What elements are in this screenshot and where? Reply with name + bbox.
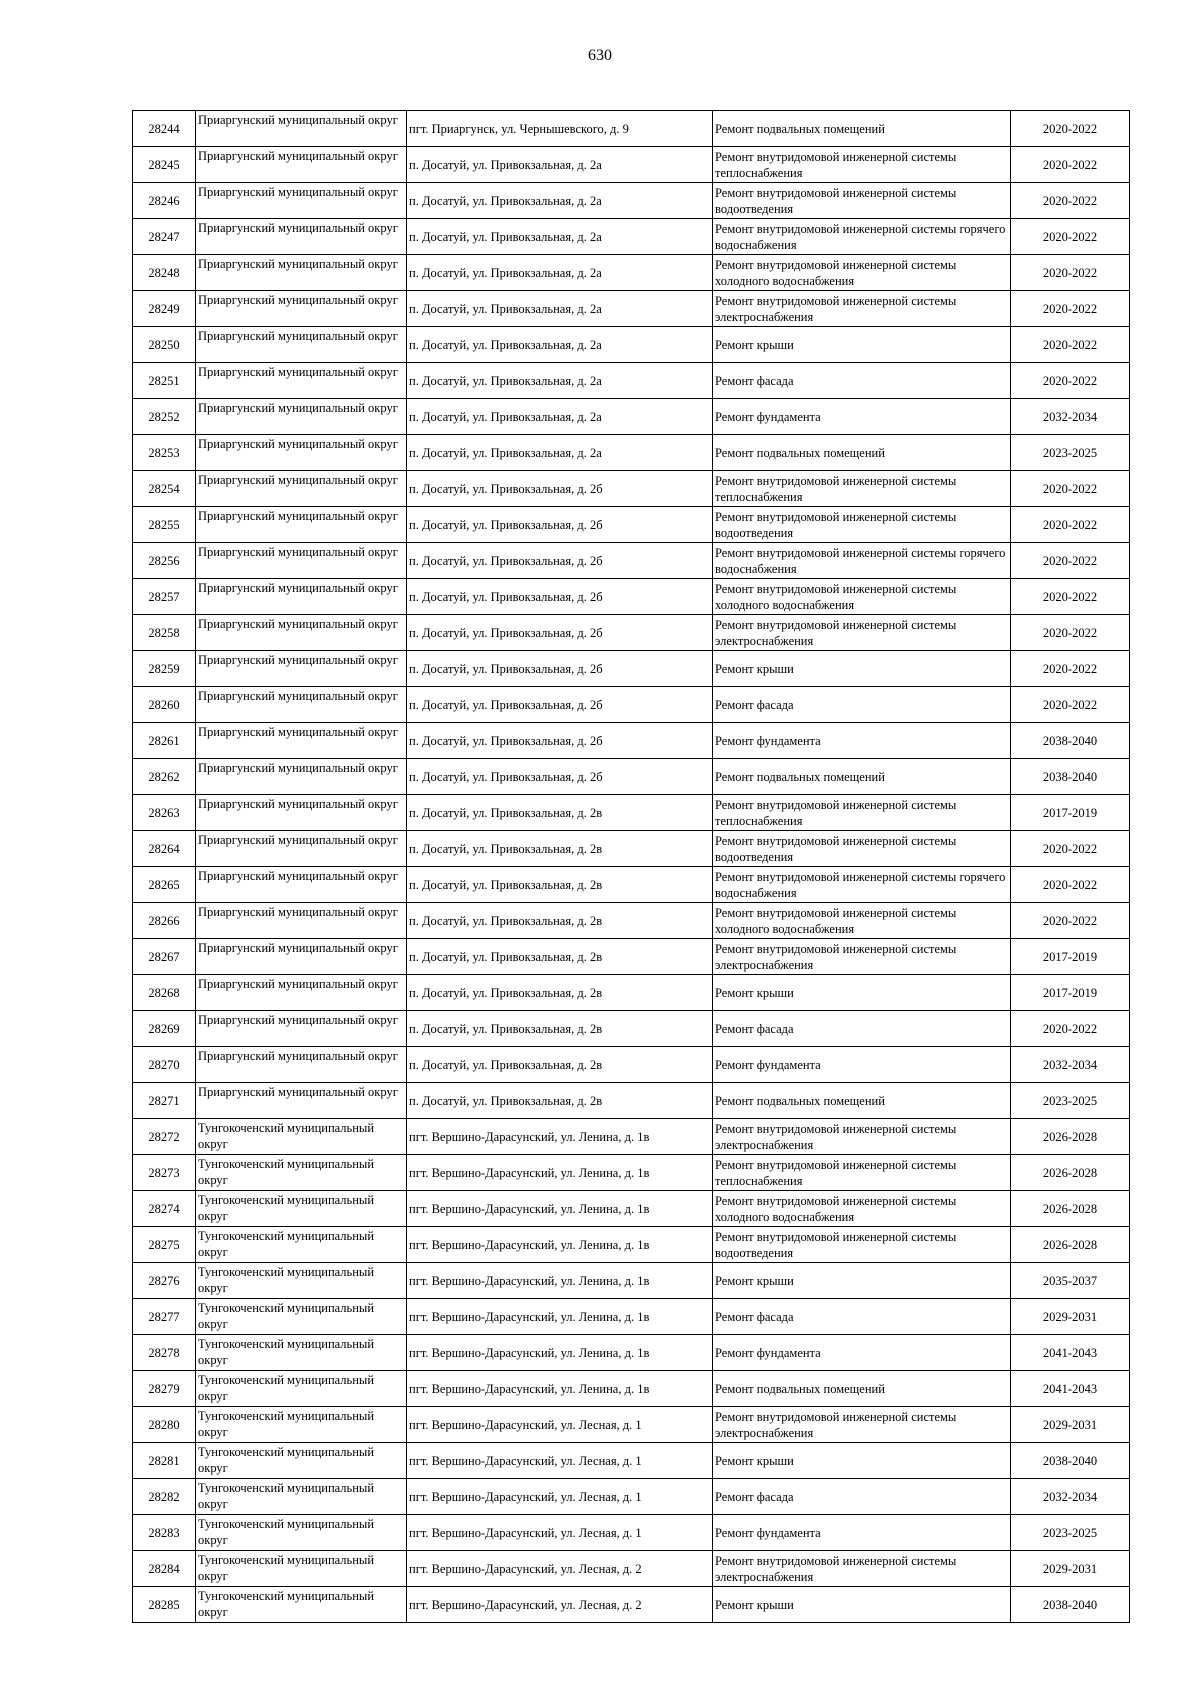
municipality-cell: Приаргунский муниципальный округ [196, 111, 407, 147]
address-cell: п. Досатуй, ул. Привокзальная, д. 2а [407, 255, 713, 291]
row-number-cell: 28277 [133, 1299, 196, 1335]
municipality-cell: Приаргунский муниципальный округ [196, 507, 407, 543]
period-cell: 2020-2022 [1011, 147, 1130, 183]
period-cell: 2038-2040 [1011, 723, 1130, 759]
address-cell: пгт. Вершино-Дарасунский, ул. Ленина, д. 1в [407, 1227, 713, 1263]
table-row [133, 1587, 1130, 1623]
municipality-cell: Тунгокоченский муниципальный округ [196, 1299, 407, 1335]
table-row [133, 543, 1130, 579]
work-type-cell: Ремонт фасада [713, 1479, 1011, 1515]
row-number-cell: 28271 [133, 1083, 196, 1119]
row-number-cell: 28283 [133, 1515, 196, 1551]
table-row [133, 219, 1130, 255]
work-type-cell: Ремонт подвальных помещений [713, 759, 1011, 795]
municipality-cell: Приаргунский муниципальный округ [196, 831, 407, 867]
address-cell: п. Досатуй, ул. Привокзальная, д. 2б [407, 651, 713, 687]
period-cell: 2020-2022 [1011, 327, 1130, 363]
work-type-cell: Ремонт внутридомовой инженерной системы теплоснабжения [713, 471, 1011, 507]
table-row [133, 1443, 1130, 1479]
address-cell: п. Досатуй, ул. Привокзальная, д. 2б [407, 507, 713, 543]
address-cell: п. Досатуй, ул. Привокзальная, д. 2а [407, 399, 713, 435]
period-cell: 2026-2028 [1011, 1119, 1130, 1155]
period-cell: 2020-2022 [1011, 831, 1130, 867]
table-row [133, 975, 1130, 1011]
period-cell: 2020-2022 [1011, 291, 1130, 327]
period-cell: 2017-2019 [1011, 795, 1130, 831]
row-number-cell: 28256 [133, 543, 196, 579]
row-number-cell: 28252 [133, 399, 196, 435]
work-type-cell: Ремонт внутридомовой инженерной системы холодного водоснабжения [713, 255, 1011, 291]
table-row [133, 1299, 1130, 1335]
table-row [133, 795, 1130, 831]
municipality-cell: Тунгокоченский муниципальный округ [196, 1155, 407, 1191]
row-number-cell: 28270 [133, 1047, 196, 1083]
row-number-cell: 28272 [133, 1119, 196, 1155]
work-type-cell: Ремонт фасада [713, 1299, 1011, 1335]
work-type-cell: Ремонт подвальных помещений [713, 111, 1011, 147]
work-type-cell: Ремонт внутридомовой инженерной системы теплоснабжения [713, 147, 1011, 183]
work-type-cell: Ремонт подвальных помещений [713, 1083, 1011, 1119]
work-type-cell: Ремонт внутридомовой инженерной системы электроснабжения [713, 291, 1011, 327]
municipality-cell: Приаргунский муниципальный округ [196, 327, 407, 363]
address-cell: п. Досатуй, ул. Привокзальная, д. 2а [407, 327, 713, 363]
municipality-cell: Приаргунский муниципальный округ [196, 975, 407, 1011]
period-cell: 2020-2022 [1011, 111, 1130, 147]
municipality-cell: Приаргунский муниципальный округ [196, 1047, 407, 1083]
row-number-cell: 28257 [133, 579, 196, 615]
address-cell: пгт. Вершино-Дарасунский, ул. Лесная, д. 2 [407, 1587, 713, 1623]
address-cell: пгт. Вершино-Дарасунский, ул. Лесная, д. 1 [407, 1515, 713, 1551]
row-number-cell: 28269 [133, 1011, 196, 1047]
row-number-cell: 28253 [133, 435, 196, 471]
row-number-cell: 28244 [133, 111, 196, 147]
row-number-cell: 28249 [133, 291, 196, 327]
municipality-cell: Приаргунский муниципальный округ [196, 687, 407, 723]
address-cell: п. Досатуй, ул. Привокзальная, д. 2в [407, 831, 713, 867]
address-cell: п. Досатуй, ул. Привокзальная, д. 2а [407, 147, 713, 183]
table-row [133, 831, 1130, 867]
row-number-cell: 28278 [133, 1335, 196, 1371]
table-row [133, 399, 1130, 435]
table-row [133, 723, 1130, 759]
table-row [133, 255, 1130, 291]
municipality-cell: Тунгокоченский муниципальный округ [196, 1551, 407, 1587]
table-row [133, 1155, 1130, 1191]
table-row [133, 759, 1130, 795]
work-type-cell: Ремонт внутридомовой инженерной системы горячего водоснабжения [713, 867, 1011, 903]
table-row [133, 507, 1130, 543]
table-row [133, 1047, 1130, 1083]
work-type-cell: Ремонт фасада [713, 687, 1011, 723]
address-cell: пгт. Вершино-Дарасунский, ул. Ленина, д. 1в [407, 1335, 713, 1371]
address-cell: п. Досатуй, ул. Привокзальная, д. 2в [407, 795, 713, 831]
municipality-cell: Приаргунский муниципальный округ [196, 903, 407, 939]
period-cell: 2026-2028 [1011, 1191, 1130, 1227]
table-row [133, 1191, 1130, 1227]
work-type-cell: Ремонт фундамента [713, 723, 1011, 759]
row-number-cell: 28265 [133, 867, 196, 903]
period-cell: 2038-2040 [1011, 759, 1130, 795]
table-row [133, 687, 1130, 723]
period-cell: 2017-2019 [1011, 939, 1130, 975]
address-cell: пгт. Вершино-Дарасунский, ул. Лесная, д. 1 [407, 1407, 713, 1443]
row-number-cell: 28245 [133, 147, 196, 183]
municipality-cell: Тунгокоченский муниципальный округ [196, 1371, 407, 1407]
address-cell: пгт. Вершино-Дарасунский, ул. Ленина, д. 1в [407, 1371, 713, 1407]
address-cell: п. Досатуй, ул. Привокзальная, д. 2а [407, 363, 713, 399]
row-number-cell: 28284 [133, 1551, 196, 1587]
period-cell: 2020-2022 [1011, 903, 1130, 939]
municipality-cell: Тунгокоченский муниципальный округ [196, 1443, 407, 1479]
work-type-cell: Ремонт внутридомовой инженерной системы электроснабжения [713, 615, 1011, 651]
period-cell: 2023-2025 [1011, 1083, 1130, 1119]
table-row [133, 111, 1130, 147]
period-cell: 2035-2037 [1011, 1263, 1130, 1299]
municipality-cell: Приаргунский муниципальный округ [196, 1083, 407, 1119]
period-cell: 2038-2040 [1011, 1587, 1130, 1623]
period-cell: 2020-2022 [1011, 471, 1130, 507]
row-number-cell: 28260 [133, 687, 196, 723]
table-row [133, 1227, 1130, 1263]
work-type-cell: Ремонт фундамента [713, 1047, 1011, 1083]
row-number-cell: 28262 [133, 759, 196, 795]
row-number-cell: 28285 [133, 1587, 196, 1623]
address-cell: п. Досатуй, ул. Привокзальная, д. 2а [407, 219, 713, 255]
row-number-cell: 28258 [133, 615, 196, 651]
table-row [133, 903, 1130, 939]
table-row [133, 1263, 1130, 1299]
period-cell: 2032-2034 [1011, 1047, 1130, 1083]
work-type-cell: Ремонт фундамента [713, 399, 1011, 435]
work-type-cell: Ремонт внутридомовой инженерной системы теплоснабжения [713, 1155, 1011, 1191]
municipality-cell: Приаргунский муниципальный округ [196, 651, 407, 687]
period-cell: 2029-2031 [1011, 1407, 1130, 1443]
row-number-cell: 28280 [133, 1407, 196, 1443]
period-cell: 2020-2022 [1011, 1011, 1130, 1047]
period-cell: 2020-2022 [1011, 615, 1130, 651]
period-cell: 2020-2022 [1011, 651, 1130, 687]
row-number-cell: 28248 [133, 255, 196, 291]
period-cell: 2020-2022 [1011, 687, 1130, 723]
municipality-cell: Тунгокоченский муниципальный округ [196, 1263, 407, 1299]
work-type-cell: Ремонт подвальных помещений [713, 1371, 1011, 1407]
address-cell: п. Досатуй, ул. Привокзальная, д. 2б [407, 723, 713, 759]
work-type-cell: Ремонт внутридомовой инженерной системы электроснабжения [713, 1119, 1011, 1155]
table-row [133, 1011, 1130, 1047]
municipality-cell: Приаргунский муниципальный округ [196, 435, 407, 471]
address-cell: пгт. Вершино-Дарасунский, ул. Лесная, д. 2 [407, 1551, 713, 1587]
row-number-cell: 28254 [133, 471, 196, 507]
work-type-cell: Ремонт внутридомовой инженерной системы холодного водоснабжения [713, 1191, 1011, 1227]
municipality-cell: Приаргунский муниципальный округ [196, 795, 407, 831]
period-cell: 2026-2028 [1011, 1227, 1130, 1263]
period-cell: 2026-2028 [1011, 1155, 1130, 1191]
work-type-cell: Ремонт фасада [713, 1011, 1011, 1047]
row-number-cell: 28266 [133, 903, 196, 939]
table-row [133, 1407, 1130, 1443]
municipality-cell: Приаргунский муниципальный округ [196, 867, 407, 903]
municipality-cell: Приаргунский муниципальный округ [196, 939, 407, 975]
period-cell: 2029-2031 [1011, 1299, 1130, 1335]
municipality-cell: Приаргунский муниципальный округ [196, 723, 407, 759]
table-row [133, 435, 1130, 471]
period-cell: 2023-2025 [1011, 435, 1130, 471]
row-number-cell: 28275 [133, 1227, 196, 1263]
address-cell: п. Досатуй, ул. Привокзальная, д. 2в [407, 975, 713, 1011]
period-cell: 2029-2031 [1011, 1551, 1130, 1587]
work-type-cell: Ремонт внутридомовой инженерной системы холодного водоснабжения [713, 579, 1011, 615]
row-number-cell: 28267 [133, 939, 196, 975]
row-number-cell: 28264 [133, 831, 196, 867]
table-row [133, 579, 1130, 615]
period-cell: 2020-2022 [1011, 219, 1130, 255]
work-type-cell: Ремонт внутридомовой инженерной системы водоотведения [713, 831, 1011, 867]
table-row [133, 651, 1130, 687]
row-number-cell: 28263 [133, 795, 196, 831]
work-type-cell: Ремонт крыши [713, 1587, 1011, 1623]
address-cell: п. Досатуй, ул. Привокзальная, д. 2а [407, 291, 713, 327]
municipality-cell: Приаргунский муниципальный округ [196, 759, 407, 795]
address-cell: п. Досатуй, ул. Привокзальная, д. 2в [407, 1083, 713, 1119]
municipality-cell: Приаргунский муниципальный округ [196, 1011, 407, 1047]
period-cell: 2020-2022 [1011, 867, 1130, 903]
address-cell: пгт. Вершино-Дарасунский, ул. Лесная, д. 1 [407, 1443, 713, 1479]
address-cell: п. Досатуй, ул. Привокзальная, д. 2в [407, 939, 713, 975]
period-cell: 2020-2022 [1011, 507, 1130, 543]
work-type-cell: Ремонт внутридомовой инженерной системы электроснабжения [713, 1407, 1011, 1443]
address-cell: п. Досатуй, ул. Привокзальная, д. 2в [407, 1011, 713, 1047]
period-cell: 2020-2022 [1011, 579, 1130, 615]
table-row [133, 147, 1130, 183]
work-type-cell: Ремонт внутридомовой инженерной системы теплоснабжения [713, 795, 1011, 831]
work-type-cell: Ремонт внутридомовой инженерной системы горячего водоснабжения [713, 219, 1011, 255]
work-type-cell: Ремонт внутридомовой инженерной системы электроснабжения [713, 1551, 1011, 1587]
address-cell: пгт. Вершино-Дарасунский, ул. Ленина, д. 1в [407, 1155, 713, 1191]
address-cell: п. Досатуй, ул. Привокзальная, д. 2в [407, 867, 713, 903]
table-row [133, 867, 1130, 903]
work-type-cell: Ремонт внутридомовой инженерной системы горячего водоснабжения [713, 543, 1011, 579]
address-cell: пгт. Вершино-Дарасунский, ул. Ленина, д. 1в [407, 1299, 713, 1335]
municipality-cell: Приаргунский муниципальный округ [196, 147, 407, 183]
municipality-cell: Приаргунский муниципальный округ [196, 363, 407, 399]
work-type-cell: Ремонт фундамента [713, 1515, 1011, 1551]
row-number-cell: 28259 [133, 651, 196, 687]
period-cell: 2041-2043 [1011, 1335, 1130, 1371]
municipality-cell: Приаргунский муниципальный округ [196, 543, 407, 579]
table-row [133, 939, 1130, 975]
table-row [133, 1119, 1130, 1155]
row-number-cell: 28274 [133, 1191, 196, 1227]
work-type-cell: Ремонт внутридомовой инженерной системы водоотведения [713, 183, 1011, 219]
period-cell: 2023-2025 [1011, 1515, 1130, 1551]
address-cell: пгт. Вершино-Дарасунский, ул. Ленина, д. 1в [407, 1263, 713, 1299]
address-cell: пгт. Приаргунск, ул. Чернышевского, д. 9 [407, 111, 713, 147]
page-number: 630 [588, 47, 612, 64]
period-cell: 2038-2040 [1011, 1443, 1130, 1479]
row-number-cell: 28268 [133, 975, 196, 1011]
municipality-cell: Приаргунский муниципальный округ [196, 291, 407, 327]
municipality-cell: Приаргунский муниципальный округ [196, 615, 407, 651]
address-cell: п. Досатуй, ул. Привокзальная, д. 2а [407, 435, 713, 471]
work-type-cell: Ремонт фасада [713, 363, 1011, 399]
table-row [133, 1551, 1130, 1587]
address-cell: п. Досатуй, ул. Привокзальная, д. 2б [407, 471, 713, 507]
work-type-cell: Ремонт крыши [713, 327, 1011, 363]
repair-schedule-table [132, 110, 1130, 1623]
address-cell: п. Досатуй, ул. Привокзальная, д. 2в [407, 1047, 713, 1083]
address-cell: пгт. Вершино-Дарасунский, ул. Лесная, д. 1 [407, 1479, 713, 1515]
municipality-cell: Приаргунский муниципальный округ [196, 255, 407, 291]
row-number-cell: 28247 [133, 219, 196, 255]
period-cell: 2020-2022 [1011, 363, 1130, 399]
municipality-cell: Приаргунский муниципальный округ [196, 183, 407, 219]
address-cell: п. Досатуй, ул. Привокзальная, д. 2в [407, 903, 713, 939]
work-type-cell: Ремонт внутридомовой инженерной системы электроснабжения [713, 939, 1011, 975]
municipality-cell: Приаргунский муниципальный округ [196, 219, 407, 255]
municipality-cell: Тунгокоченский муниципальный округ [196, 1335, 407, 1371]
work-type-cell: Ремонт внутридомовой инженерной системы холодного водоснабжения [713, 903, 1011, 939]
table-row [133, 1479, 1130, 1515]
municipality-cell: Приаргунский муниципальный округ [196, 579, 407, 615]
address-cell: п. Досатуй, ул. Привокзальная, д. 2б [407, 579, 713, 615]
work-type-cell: Ремонт внутридомовой инженерной системы водоотведения [713, 507, 1011, 543]
table-row [133, 615, 1130, 651]
period-cell: 2017-2019 [1011, 975, 1130, 1011]
table-row [133, 291, 1130, 327]
table-row [133, 1083, 1130, 1119]
row-number-cell: 28276 [133, 1263, 196, 1299]
row-number-cell: 28246 [133, 183, 196, 219]
municipality-cell: Тунгокоченский муниципальный округ [196, 1407, 407, 1443]
address-cell: пгт. Вершино-Дарасунский, ул. Ленина, д. 1в [407, 1191, 713, 1227]
municipality-cell: Тунгокоченский муниципальный округ [196, 1515, 407, 1551]
address-cell: п. Досатуй, ул. Привокзальная, д. 2б [407, 543, 713, 579]
address-cell: п. Досатуй, ул. Привокзальная, д. 2б [407, 759, 713, 795]
work-type-cell: Ремонт внутридомовой инженерной системы водоотведения [713, 1227, 1011, 1263]
table-row [133, 1335, 1130, 1371]
table-row [133, 1515, 1130, 1551]
row-number-cell: 28250 [133, 327, 196, 363]
table-row [133, 183, 1130, 219]
municipality-cell: Тунгокоченский муниципальный округ [196, 1479, 407, 1515]
row-number-cell: 28251 [133, 363, 196, 399]
municipality-cell: Тунгокоченский муниципальный округ [196, 1227, 407, 1263]
row-number-cell: 28282 [133, 1479, 196, 1515]
row-number-cell: 28281 [133, 1443, 196, 1479]
table-row [133, 327, 1130, 363]
address-cell: пгт. Вершино-Дарасунский, ул. Ленина, д. 1в [407, 1119, 713, 1155]
work-type-cell: Ремонт крыши [713, 975, 1011, 1011]
table-row [133, 471, 1130, 507]
municipality-cell: Тунгокоченский муниципальный округ [196, 1119, 407, 1155]
period-cell: 2020-2022 [1011, 543, 1130, 579]
row-number-cell: 28279 [133, 1371, 196, 1407]
work-type-cell: Ремонт подвальных помещений [713, 435, 1011, 471]
period-cell: 2032-2034 [1011, 1479, 1130, 1515]
table-row [133, 363, 1130, 399]
municipality-cell: Тунгокоченский муниципальный округ [196, 1587, 407, 1623]
municipality-cell: Приаргунский муниципальный округ [196, 471, 407, 507]
period-cell: 2032-2034 [1011, 399, 1130, 435]
period-cell: 2020-2022 [1011, 255, 1130, 291]
table-body [133, 111, 1130, 1623]
work-type-cell: Ремонт крыши [713, 1263, 1011, 1299]
municipality-cell: Тунгокоченский муниципальный округ [196, 1191, 407, 1227]
address-cell: п. Досатуй, ул. Привокзальная, д. 2б [407, 615, 713, 651]
period-cell: 2020-2022 [1011, 183, 1130, 219]
work-type-cell: Ремонт крыши [713, 1443, 1011, 1479]
period-cell: 2041-2043 [1011, 1371, 1130, 1407]
work-type-cell: Ремонт фундамента [713, 1335, 1011, 1371]
work-type-cell: Ремонт крыши [713, 651, 1011, 687]
municipality-cell: Приаргунский муниципальный округ [196, 399, 407, 435]
row-number-cell: 28273 [133, 1155, 196, 1191]
address-cell: п. Досатуй, ул. Привокзальная, д. 2а [407, 183, 713, 219]
row-number-cell: 28261 [133, 723, 196, 759]
row-number-cell: 28255 [133, 507, 196, 543]
table-row [133, 1371, 1130, 1407]
address-cell: п. Досатуй, ул. Привокзальная, д. 2б [407, 687, 713, 723]
